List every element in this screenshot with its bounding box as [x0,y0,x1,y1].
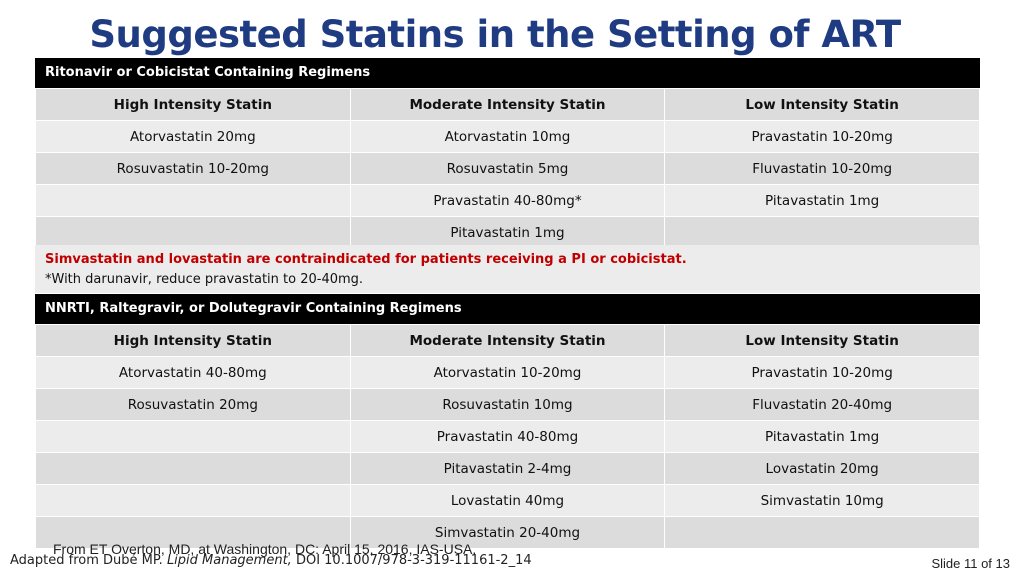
darunavir-footnote: *With darunavir, reduce pravastatin to 20-40mg. [45,272,364,287]
table-row [36,389,980,421]
table-row [36,485,980,517]
table-cell: Simvastatin 10mg [665,485,980,517]
table-cell: Pitavastatin 1mg [665,421,980,453]
table-row [36,453,980,485]
citation [10,553,532,568]
table-cell: Rosuvastatin 20mg [36,389,351,421]
column-header: Moderate Intensity Statin [350,325,665,357]
column-header: High Intensity Statin [36,325,351,357]
table-cell: Fluvastatin 20-40mg [665,389,980,421]
column-header: Low Intensity Statin [665,325,980,357]
table-row [36,185,980,217]
table-cell: Rosuvastatin 5mg [350,153,665,185]
table-cell: Simvastatin 20-40mg [350,517,665,549]
table-cell: Lovastatin 40mg [350,485,665,517]
column-header: Moderate Intensity Statin [350,89,665,121]
section2-table [35,324,980,549]
section1-note [35,245,980,293]
table-cell [665,217,980,249]
table-cell: Pitavastatin 2-4mg [350,453,665,485]
column-header: Low Intensity Statin [665,89,980,121]
slide-title: Suggested Statins in the Setting of ART [89,13,901,56]
table-row [36,217,980,249]
citation-journal: Lipid Management, [166,553,292,568]
column-header: High Intensity Statin [36,89,351,121]
table-cell: Lovastatin 20mg [665,453,980,485]
table-row [36,153,980,185]
table-cell: Pitavastatin 1mg [665,185,980,217]
table-cell: Pravastatin 40-80mg [350,421,665,453]
table-cell: Rosuvastatin 10mg [350,389,665,421]
table-cell [36,421,351,453]
citation-prefix: Adapted from Dubé MP. [10,553,167,568]
table-cell: Pravastatin 10-20mg [665,357,980,389]
table-cell: Pravastatin 10-20mg [665,121,980,153]
table-cell: Atorvastatin 10-20mg [350,357,665,389]
contraindication-warning: Simvastatin and lovastatin are contraindicated for patients receiving a PI or cobicistat. [45,252,687,267]
table-cell [36,185,351,217]
table-cell: Atorvastatin 20mg [36,121,351,153]
table-cell [36,453,351,485]
table-cell: Atorvastatin 10mg [350,121,665,153]
table-row [36,121,980,153]
table-row [36,357,980,389]
section1-table [35,88,980,249]
section2-header: NNRTI, Raltegravir, or Dolutegravir Containing Regimens [35,294,980,324]
citation-doi: DOI 10.1007/978-3-319-11161-2_14 [291,553,532,568]
source-credit: From ET Overton, MD, at Washington, DC: April 15, 2016, IAS-USA. [53,541,477,557]
table-cell: Atorvastatin 40-80mg [36,357,351,389]
table-row [36,421,980,453]
table-cell [665,517,980,549]
slide-number: Slide 11 of 13 [931,556,1010,571]
table-cell: Rosuvastatin 10-20mg [36,153,351,185]
table-cell: Pravastatin 40-80mg* [350,185,665,217]
section1-header: Ritonavir or Cobicistat Containing Regimens [35,58,980,88]
table-cell: Fluvastatin 10-20mg [665,153,980,185]
table-cell [36,217,351,249]
table-cell [36,485,351,517]
table-cell: Pitavastatin 1mg [350,217,665,249]
